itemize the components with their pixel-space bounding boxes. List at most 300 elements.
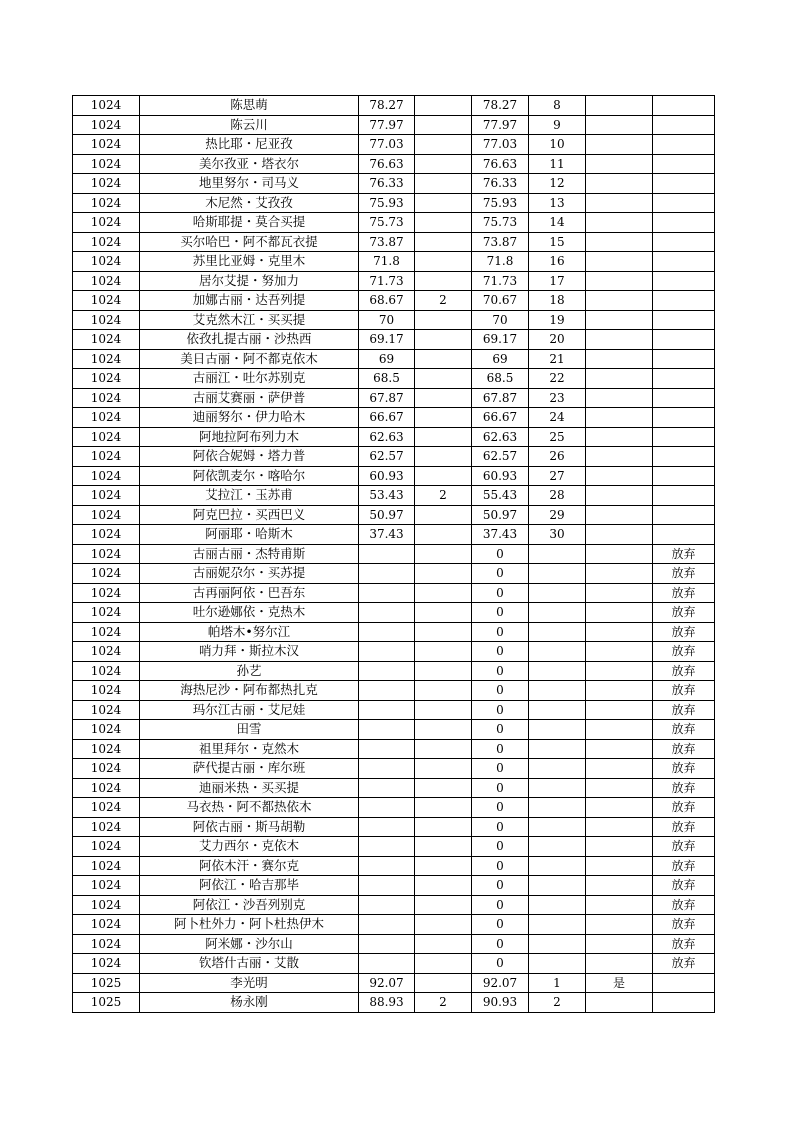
candidate-name-cell: 美日古丽・阿不都克依木 xyxy=(140,349,359,369)
bonus-score-cell xyxy=(415,544,472,564)
written-score-cell: 69.17 xyxy=(359,330,415,350)
interview-flag-cell xyxy=(586,349,653,369)
rank-cell xyxy=(529,642,586,662)
table-row xyxy=(73,96,715,116)
total-score-cell: 0 xyxy=(472,661,529,681)
rank-cell: 1 xyxy=(529,973,586,993)
rank-cell xyxy=(529,856,586,876)
written-score-cell: 75.73 xyxy=(359,213,415,233)
total-score-cell: 0 xyxy=(472,739,529,759)
written-score-cell: 88.93 xyxy=(359,993,415,1013)
written-score-cell xyxy=(359,778,415,798)
bonus-score-cell xyxy=(415,954,472,974)
interview-flag-cell xyxy=(586,837,653,857)
position-code-cell: 1024 xyxy=(73,525,140,545)
position-code-cell: 1024 xyxy=(73,681,140,701)
position-code-cell: 1024 xyxy=(73,330,140,350)
written-score-cell: 75.93 xyxy=(359,193,415,213)
bonus-score-cell xyxy=(415,700,472,720)
total-score-cell: 75.93 xyxy=(472,193,529,213)
written-score-cell xyxy=(359,954,415,974)
total-score-cell: 0 xyxy=(472,934,529,954)
interview-flag-cell xyxy=(586,369,653,389)
remark-cell xyxy=(653,174,715,194)
position-code-cell: 1024 xyxy=(73,915,140,935)
bonus-score-cell xyxy=(415,505,472,525)
position-code-cell: 1024 xyxy=(73,291,140,311)
remark-cell: 放弃 xyxy=(653,915,715,935)
written-score-cell: 53.43 xyxy=(359,486,415,506)
candidate-name-cell: 阿克巴拉・买西巴义 xyxy=(140,505,359,525)
candidate-name-cell: 阿丽耶・哈斯木 xyxy=(140,525,359,545)
written-score-cell: 71.73 xyxy=(359,271,415,291)
table-row xyxy=(73,876,715,896)
rank-cell xyxy=(529,876,586,896)
rank-cell xyxy=(529,759,586,779)
candidate-name-cell: 杨永刚 xyxy=(140,993,359,1013)
candidate-name-cell: 艾力西尔・克依木 xyxy=(140,837,359,857)
rank-cell xyxy=(529,915,586,935)
interview-flag-cell xyxy=(586,817,653,837)
bonus-score-cell xyxy=(415,388,472,408)
rank-cell: 22 xyxy=(529,369,586,389)
rank-cell xyxy=(529,544,586,564)
bonus-score-cell xyxy=(415,622,472,642)
bonus-score-cell xyxy=(415,154,472,174)
remark-cell xyxy=(653,135,715,155)
total-score-cell: 0 xyxy=(472,603,529,623)
interview-flag-cell xyxy=(586,427,653,447)
candidate-name-cell: 古丽艾赛丽・萨伊普 xyxy=(140,388,359,408)
interview-flag-cell xyxy=(586,642,653,662)
interview-flag-cell xyxy=(586,135,653,155)
remark-cell: 放弃 xyxy=(653,564,715,584)
bonus-score-cell xyxy=(415,876,472,896)
rank-cell: 13 xyxy=(529,193,586,213)
total-score-cell: 78.27 xyxy=(472,96,529,116)
bonus-score-cell xyxy=(415,915,472,935)
candidate-name-cell: 帕塔木•努尔江 xyxy=(140,622,359,642)
candidate-name-cell: 阿依江・沙吾列别克 xyxy=(140,895,359,915)
table-row xyxy=(73,174,715,194)
rank-cell xyxy=(529,934,586,954)
rank-cell xyxy=(529,739,586,759)
rank-cell xyxy=(529,681,586,701)
interview-flag-cell xyxy=(586,603,653,623)
position-code-cell: 1024 xyxy=(73,739,140,759)
candidate-name-cell: 李光明 xyxy=(140,973,359,993)
total-score-cell: 0 xyxy=(472,681,529,701)
candidate-name-cell: 哨力拜・斯拉木汉 xyxy=(140,642,359,662)
remark-cell: 放弃 xyxy=(653,700,715,720)
interview-flag-cell xyxy=(586,408,653,428)
interview-flag-cell xyxy=(586,96,653,116)
interview-flag-cell xyxy=(586,252,653,272)
table-row xyxy=(73,330,715,350)
written-score-cell: 62.63 xyxy=(359,427,415,447)
written-score-cell: 37.43 xyxy=(359,525,415,545)
table-row xyxy=(73,934,715,954)
rank-cell: 18 xyxy=(529,291,586,311)
position-code-cell: 1024 xyxy=(73,252,140,272)
position-code-cell: 1024 xyxy=(73,642,140,662)
interview-flag-cell xyxy=(586,486,653,506)
table-row xyxy=(73,213,715,233)
bonus-score-cell xyxy=(415,583,472,603)
interview-flag-cell xyxy=(586,330,653,350)
position-code-cell: 1024 xyxy=(73,271,140,291)
table-row xyxy=(73,895,715,915)
rank-cell xyxy=(529,700,586,720)
total-score-cell: 0 xyxy=(472,544,529,564)
candidate-name-cell: 田雪 xyxy=(140,720,359,740)
rank-cell: 24 xyxy=(529,408,586,428)
candidate-name-cell: 马衣热・阿不都热依木 xyxy=(140,798,359,818)
remark-cell xyxy=(653,973,715,993)
interview-flag-cell xyxy=(586,661,653,681)
candidate-name-cell: 加娜古丽・达吾列提 xyxy=(140,291,359,311)
interview-flag-cell xyxy=(586,525,653,545)
table-row xyxy=(73,642,715,662)
written-score-cell xyxy=(359,681,415,701)
remark-cell: 放弃 xyxy=(653,856,715,876)
position-code-cell: 1024 xyxy=(73,213,140,233)
remark-cell: 放弃 xyxy=(653,817,715,837)
table-row xyxy=(73,915,715,935)
position-code-cell: 1024 xyxy=(73,310,140,330)
position-code-cell: 1024 xyxy=(73,408,140,428)
interview-flag-cell xyxy=(586,739,653,759)
position-code-cell: 1024 xyxy=(73,135,140,155)
table-row xyxy=(73,310,715,330)
remark-cell: 放弃 xyxy=(653,661,715,681)
position-code-cell: 1024 xyxy=(73,895,140,915)
total-score-cell: 0 xyxy=(472,583,529,603)
remark-cell: 放弃 xyxy=(653,798,715,818)
bonus-score-cell xyxy=(415,681,472,701)
rank-cell: 15 xyxy=(529,232,586,252)
bonus-score-cell xyxy=(415,798,472,818)
total-score-cell: 62.63 xyxy=(472,427,529,447)
candidate-name-cell: 古再丽阿依・巴吾东 xyxy=(140,583,359,603)
interview-flag-cell xyxy=(586,798,653,818)
candidate-name-cell: 居尔艾提・努加力 xyxy=(140,271,359,291)
position-code-cell: 1024 xyxy=(73,427,140,447)
interview-flag-cell xyxy=(586,700,653,720)
interview-flag-cell xyxy=(586,447,653,467)
table-row xyxy=(73,661,715,681)
interview-flag-cell xyxy=(586,232,653,252)
table-row xyxy=(73,408,715,428)
rank-cell: 16 xyxy=(529,252,586,272)
interview-flag-cell xyxy=(586,954,653,974)
written-score-cell: 67.87 xyxy=(359,388,415,408)
bonus-score-cell xyxy=(415,96,472,116)
table-row xyxy=(73,954,715,974)
rank-cell xyxy=(529,817,586,837)
candidate-name-cell: 古丽古丽・杰特甫斯 xyxy=(140,544,359,564)
remark-cell xyxy=(653,252,715,272)
table-row xyxy=(73,700,715,720)
position-code-cell: 1024 xyxy=(73,349,140,369)
total-score-cell: 76.33 xyxy=(472,174,529,194)
total-score-cell: 90.93 xyxy=(472,993,529,1013)
rank-cell: 26 xyxy=(529,447,586,467)
table-row xyxy=(73,837,715,857)
candidate-name-cell: 钦塔什古丽・艾散 xyxy=(140,954,359,974)
candidate-name-cell: 萨代提古丽・库尔班 xyxy=(140,759,359,779)
position-code-cell: 1024 xyxy=(73,486,140,506)
total-score-cell: 37.43 xyxy=(472,525,529,545)
rank-cell: 28 xyxy=(529,486,586,506)
position-code-cell: 1024 xyxy=(73,856,140,876)
candidate-name-cell: 玛尔江古丽・艾尼娃 xyxy=(140,700,359,720)
position-code-cell: 1024 xyxy=(73,154,140,174)
position-code-cell: 1024 xyxy=(73,115,140,135)
written-score-cell: 71.8 xyxy=(359,252,415,272)
written-score-cell: 66.67 xyxy=(359,408,415,428)
written-score-cell xyxy=(359,817,415,837)
bonus-score-cell xyxy=(415,115,472,135)
table-row xyxy=(73,817,715,837)
bonus-score-cell xyxy=(415,174,472,194)
total-score-cell: 0 xyxy=(472,564,529,584)
candidate-name-cell: 艾拉江・玉苏甫 xyxy=(140,486,359,506)
total-score-cell: 0 xyxy=(472,837,529,857)
candidate-name-cell: 古丽妮尕尔・买苏提 xyxy=(140,564,359,584)
total-score-cell: 0 xyxy=(472,876,529,896)
total-score-cell: 0 xyxy=(472,720,529,740)
candidate-name-cell: 陈云川 xyxy=(140,115,359,135)
written-score-cell: 60.93 xyxy=(359,466,415,486)
rank-cell: 29 xyxy=(529,505,586,525)
total-score-cell: 73.87 xyxy=(472,232,529,252)
candidate-name-cell: 祖里拜尔・克然木 xyxy=(140,739,359,759)
bonus-score-cell: 2 xyxy=(415,291,472,311)
written-score-cell xyxy=(359,544,415,564)
remark-cell: 放弃 xyxy=(653,622,715,642)
table-row xyxy=(73,544,715,564)
rank-cell xyxy=(529,564,586,584)
rank-cell: 21 xyxy=(529,349,586,369)
remark-cell: 放弃 xyxy=(653,642,715,662)
table-row xyxy=(73,739,715,759)
position-code-cell: 1024 xyxy=(73,837,140,857)
written-score-cell xyxy=(359,603,415,623)
candidate-name-cell: 吐尔逊娜依・克热木 xyxy=(140,603,359,623)
candidate-name-cell: 阿依古丽・斯马胡勒 xyxy=(140,817,359,837)
bonus-score-cell xyxy=(415,778,472,798)
rank-cell: 9 xyxy=(529,115,586,135)
total-score-cell: 66.67 xyxy=(472,408,529,428)
remark-cell: 放弃 xyxy=(653,681,715,701)
interview-flag-cell xyxy=(586,876,653,896)
interview-flag-cell xyxy=(586,115,653,135)
total-score-cell: 0 xyxy=(472,915,529,935)
interview-flag-cell xyxy=(586,544,653,564)
bonus-score-cell xyxy=(415,466,472,486)
written-score-cell: 77.97 xyxy=(359,115,415,135)
candidate-name-cell: 阿卜杜外力・阿卜杜热伊木 xyxy=(140,915,359,935)
rank-cell xyxy=(529,798,586,818)
remark-cell: 放弃 xyxy=(653,759,715,779)
written-score-cell xyxy=(359,583,415,603)
interview-flag-cell xyxy=(586,310,653,330)
interview-flag-cell xyxy=(586,213,653,233)
interview-flag-cell xyxy=(586,174,653,194)
total-score-cell: 71.73 xyxy=(472,271,529,291)
rank-cell: 11 xyxy=(529,154,586,174)
written-score-cell xyxy=(359,720,415,740)
total-score-cell: 0 xyxy=(472,798,529,818)
table-row xyxy=(73,115,715,135)
interview-flag-cell xyxy=(586,271,653,291)
position-code-cell: 1024 xyxy=(73,96,140,116)
total-score-cell: 71.8 xyxy=(472,252,529,272)
table-row xyxy=(73,856,715,876)
total-score-cell: 60.93 xyxy=(472,466,529,486)
total-score-cell: 70.67 xyxy=(472,291,529,311)
rank-cell: 2 xyxy=(529,993,586,1013)
written-score-cell xyxy=(359,876,415,896)
written-score-cell xyxy=(359,661,415,681)
bonus-score-cell xyxy=(415,720,472,740)
total-score-cell: 69.17 xyxy=(472,330,529,350)
remark-cell xyxy=(653,115,715,135)
rank-cell: 14 xyxy=(529,213,586,233)
rank-cell xyxy=(529,895,586,915)
position-code-cell: 1024 xyxy=(73,564,140,584)
interview-flag-cell xyxy=(586,505,653,525)
rank-cell: 27 xyxy=(529,466,586,486)
total-score-cell: 0 xyxy=(472,856,529,876)
written-score-cell: 70 xyxy=(359,310,415,330)
bonus-score-cell xyxy=(415,739,472,759)
total-score-cell: 68.5 xyxy=(472,369,529,389)
written-score-cell xyxy=(359,895,415,915)
candidate-name-cell: 依孜扎提古丽・沙热西 xyxy=(140,330,359,350)
remark-cell: 放弃 xyxy=(653,895,715,915)
interview-flag-cell xyxy=(586,778,653,798)
candidate-name-cell: 迪丽米热・买买提 xyxy=(140,778,359,798)
bonus-score-cell: 2 xyxy=(415,486,472,506)
rank-cell: 20 xyxy=(529,330,586,350)
interview-flag-cell xyxy=(586,856,653,876)
bonus-score-cell xyxy=(415,895,472,915)
bonus-score-cell xyxy=(415,447,472,467)
table-row xyxy=(73,603,715,623)
score-table-body xyxy=(73,96,715,1013)
position-code-cell: 1024 xyxy=(73,232,140,252)
candidate-name-cell: 陈思萌 xyxy=(140,96,359,116)
table-row xyxy=(73,681,715,701)
remark-cell xyxy=(653,486,715,506)
written-score-cell xyxy=(359,856,415,876)
interview-flag-cell xyxy=(586,720,653,740)
rank-cell: 23 xyxy=(529,388,586,408)
candidate-name-cell: 苏里比亚姆・克里木 xyxy=(140,252,359,272)
position-code-cell: 1025 xyxy=(73,973,140,993)
position-code-cell: 1024 xyxy=(73,817,140,837)
written-score-cell: 68.5 xyxy=(359,369,415,389)
interview-flag-cell xyxy=(586,934,653,954)
rank-cell: 19 xyxy=(529,310,586,330)
position-code-cell: 1024 xyxy=(73,583,140,603)
written-score-cell: 78.27 xyxy=(359,96,415,116)
written-score-cell xyxy=(359,915,415,935)
written-score-cell: 68.67 xyxy=(359,291,415,311)
position-code-cell: 1024 xyxy=(73,934,140,954)
interview-flag-cell xyxy=(586,993,653,1013)
bonus-score-cell: 2 xyxy=(415,993,472,1013)
candidate-name-cell: 孙艺 xyxy=(140,661,359,681)
rank-cell: 17 xyxy=(529,271,586,291)
written-score-cell: 69 xyxy=(359,349,415,369)
total-score-cell: 76.63 xyxy=(472,154,529,174)
interview-flag-cell xyxy=(586,388,653,408)
remark-cell xyxy=(653,525,715,545)
written-score-cell: 73.87 xyxy=(359,232,415,252)
written-score-cell: 76.33 xyxy=(359,174,415,194)
table-row xyxy=(73,232,715,252)
table-row xyxy=(73,505,715,525)
position-code-cell: 1024 xyxy=(73,700,140,720)
remark-cell xyxy=(653,427,715,447)
interview-flag-cell xyxy=(586,622,653,642)
total-score-cell: 0 xyxy=(472,622,529,642)
bonus-score-cell xyxy=(415,349,472,369)
bonus-score-cell xyxy=(415,408,472,428)
table-row xyxy=(73,759,715,779)
rank-cell: 12 xyxy=(529,174,586,194)
rank-cell xyxy=(529,837,586,857)
rank-cell xyxy=(529,622,586,642)
bonus-score-cell xyxy=(415,564,472,584)
bonus-score-cell xyxy=(415,661,472,681)
written-score-cell xyxy=(359,622,415,642)
candidate-name-cell: 买尔哈巴・阿不都瓦衣提 xyxy=(140,232,359,252)
table-row xyxy=(73,778,715,798)
bonus-score-cell xyxy=(415,759,472,779)
interview-flag-cell xyxy=(586,564,653,584)
bonus-score-cell xyxy=(415,427,472,447)
position-code-cell: 1024 xyxy=(73,759,140,779)
table-row xyxy=(73,973,715,993)
position-code-cell: 1024 xyxy=(73,369,140,389)
written-score-cell xyxy=(359,759,415,779)
position-code-cell: 1024 xyxy=(73,447,140,467)
remark-cell: 放弃 xyxy=(653,583,715,603)
written-score-cell: 62.57 xyxy=(359,447,415,467)
rank-cell xyxy=(529,954,586,974)
position-code-cell: 1024 xyxy=(73,778,140,798)
table-row xyxy=(73,349,715,369)
interview-flag-cell xyxy=(586,466,653,486)
position-code-cell: 1024 xyxy=(73,954,140,974)
candidate-name-cell: 古丽江・吐尔苏别克 xyxy=(140,369,359,389)
written-score-cell xyxy=(359,739,415,759)
total-score-cell: 0 xyxy=(472,895,529,915)
remark-cell xyxy=(653,330,715,350)
total-score-cell: 70 xyxy=(472,310,529,330)
bonus-score-cell xyxy=(415,837,472,857)
total-score-cell: 92.07 xyxy=(472,973,529,993)
table-row xyxy=(73,525,715,545)
interview-flag-cell xyxy=(586,759,653,779)
table-row xyxy=(73,252,715,272)
position-code-cell: 1024 xyxy=(73,505,140,525)
candidate-name-cell: 哈斯耶提・莫合买提 xyxy=(140,213,359,233)
